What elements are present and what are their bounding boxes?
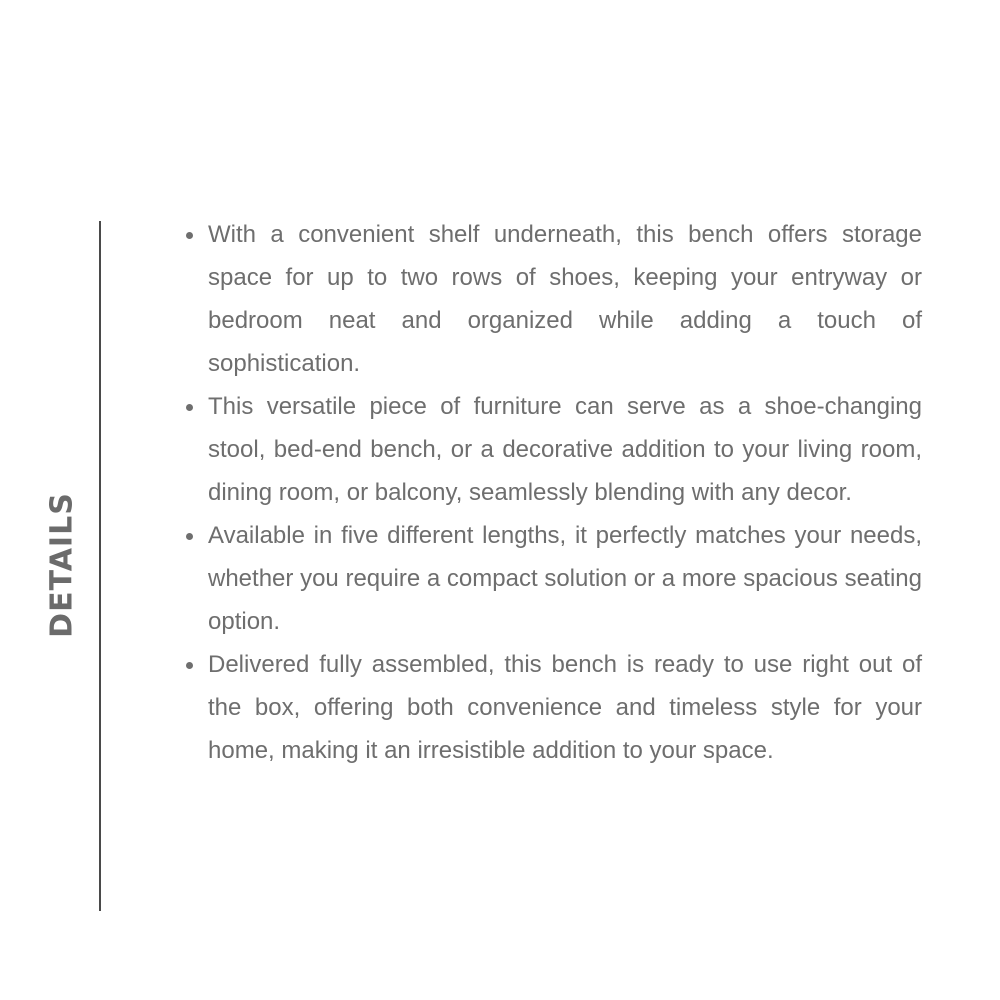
details-list-item: Delivered fully assembled, this bench is ready to use right out of the box, offering both convenience and timeless style for your home, making it an irresistible addition to your space. — [208, 643, 922, 772]
details-list-item: Available in five different lengths, it perfectly matches your needs, whether you require a compact solution or a more spacious seating option. — [208, 514, 922, 643]
section-title-details: DETAILS — [44, 492, 80, 638]
details-bullet-list — [208, 213, 922, 772]
vertical-divider — [99, 221, 101, 911]
details-list-item: With a convenient shelf underneath, this bench offers storage space for up to two rows of shoes, keeping your entryway or bedroom neat and organized while adding a touch of sophistication. — [208, 213, 922, 385]
details-list-item: This versatile piece of furniture can serve as a shoe-changing stool, bed-end bench, or a decorative addition to your living room, dining room, or balcony, seamlessly blending with any decor. — [208, 385, 922, 514]
